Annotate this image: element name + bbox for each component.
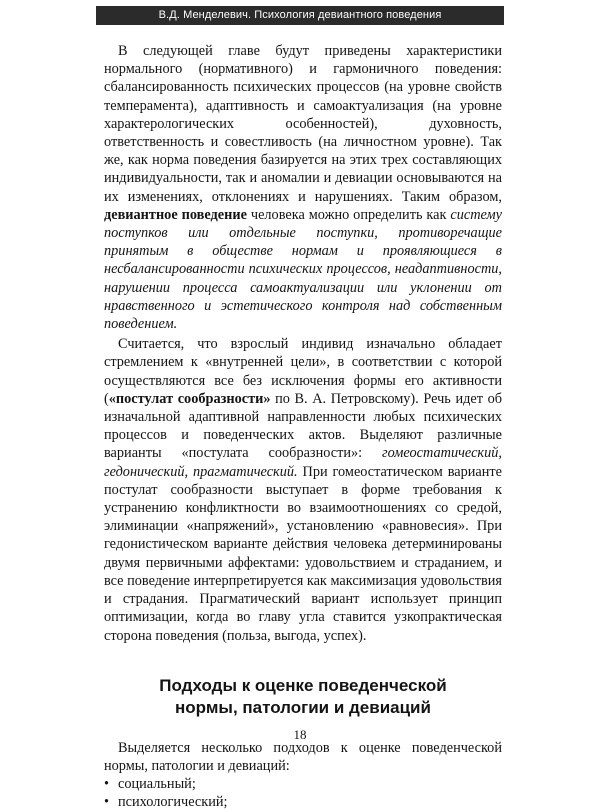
paragraph-deviant-definition bbox=[104, 42, 502, 333]
running-title: В.Д. Менделевич. Психология девиантного поведения bbox=[158, 9, 442, 21]
running-header bbox=[0, 6, 600, 26]
approaches-list bbox=[104, 775, 502, 811]
text-run: по В. А. Петровскому). Речь идет об изначальной адаптивной направленности любых психических процессов и поведенческих актов. Выделяют различные варианты «постулата сообразности»: bbox=[104, 390, 502, 462]
text-run: В следующей главе будут приведены характеристики нормального (нормативного) и гармоничного поведения: сбалансированность психических процессов (на уровне свойств темперамента), адаптивность и самоактуализация (на уровне характерологических особенностей), духовность, ответственность и совестливость (на личностном уровне). Так же, как норма поведения базируется на этих трех составляющих индивидуальности, так и аномалии и девиации основываются на их изменениях, отклонениях и нарушениях. Таким образом, bbox=[104, 43, 502, 205]
text-run: человека можно определить как bbox=[246, 206, 451, 223]
section-heading bbox=[104, 675, 502, 719]
list-item bbox=[104, 793, 502, 811]
bullet-icon: • bbox=[104, 776, 110, 793]
section-heading-line-2: нормы, патологии и девиаций bbox=[175, 697, 431, 717]
text-run: Считается, что взрослый индивид изначально обладает стремлением к «внутренней цели», в соответствии с которой осуществляются все без исключения формы его активности ( bbox=[104, 336, 502, 407]
paragraph-approaches: Выделяется несколько подходов к оценке поведенческой нормы, патологии и девиаций: bbox=[104, 739, 502, 774]
term-deviant-behavior: девиантное поведение bbox=[104, 206, 247, 223]
definition-italic: систему поступков или отдельные поступки, противоречащие принятым в обществе нормам и проявляющиеся в несбалансированности психических процессов, неадаптивности, нарушении процесса самоактуализации или уклонении от нравственного и эстетического контроля над собственным поведением. bbox=[104, 206, 502, 333]
page-body bbox=[104, 42, 502, 812]
section-heading-line-1: Подходы к оценке поведенческой bbox=[159, 675, 447, 695]
text-run: При гомеостатическом варианте постулат сообразности выступает в форме требования к устранению конфликтности во взаимоотношениях со средой, элиминации «напряжений», установлению «равновесия». При гедонистическом варианте действия человека детерминированы двумя первичными аффектами: удовольствием и страданием, и все поведение интерпретируется как максимизация удовольствия и страдания. Прагматический вариант использует принцип оптимизации, когда во главу угла ставится узкопрактическая сторона поведения (польза, выгода, успех). bbox=[104, 463, 502, 644]
bullet-icon: • bbox=[104, 794, 110, 811]
list-item bbox=[104, 775, 502, 793]
list-item-text: психологический; bbox=[118, 794, 228, 811]
variants-italic: гомеостатический, гедонический, прагматический. bbox=[104, 445, 502, 480]
list-item-text: социальный; bbox=[118, 776, 196, 793]
term-postulate: «постулат сообразности» bbox=[108, 390, 271, 407]
paragraph-postulate bbox=[104, 335, 502, 644]
page-number: 18 bbox=[293, 727, 307, 742]
